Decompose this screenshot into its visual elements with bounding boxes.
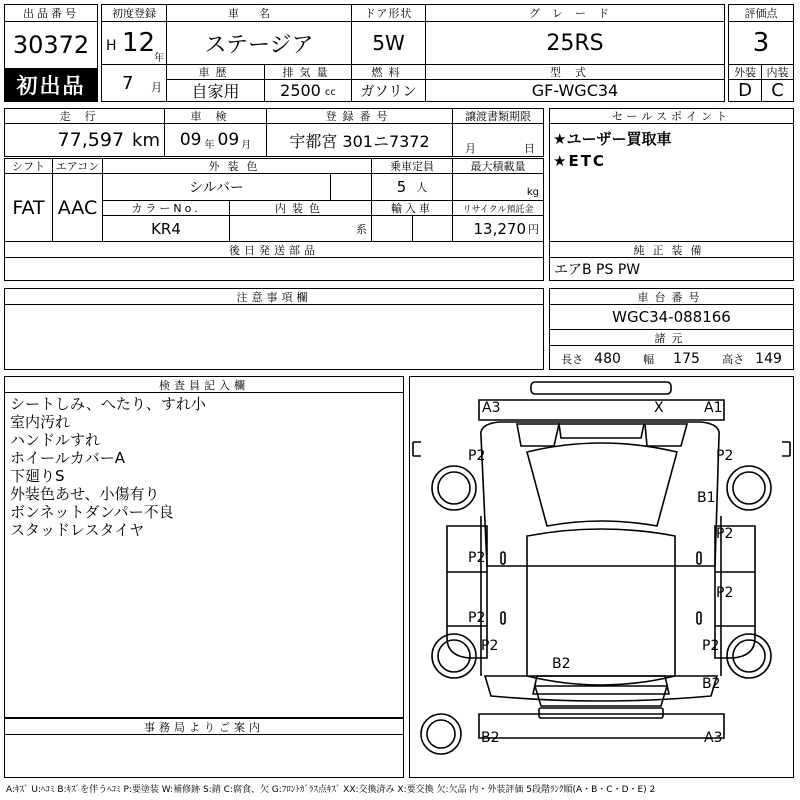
inspection-cell <box>164 123 267 157</box>
length-group <box>561 348 621 367</box>
color-label: 外装色 <box>102 158 372 174</box>
mileage-unit: km <box>132 129 160 151</box>
score-label: 評価点 <box>728 4 794 22</box>
lot-number: 30372 <box>4 21 98 69</box>
fuel-label: 燃料 <box>351 64 426 80</box>
top-section <box>4 4 794 104</box>
grade: 25RS <box>425 21 725 65</box>
mark-p2-l2: P2 <box>468 610 486 626</box>
reg-month: 7 <box>122 73 134 94</box>
ac-label: エアコン <box>52 158 103 174</box>
transfer-label: 譲渡書類期限 <box>452 108 544 124</box>
note-line: 室内汚れ <box>10 413 71 431</box>
office-label: 事務局よりご案内 <box>4 718 404 735</box>
ac: AAC <box>52 173 103 242</box>
later-parts-area <box>4 257 544 281</box>
year-unit: 年 <box>154 53 164 64</box>
interior-unit: 系 <box>356 222 367 236</box>
mark-x-top: X <box>654 400 664 416</box>
capacity: 5 <box>396 178 407 196</box>
height-label: 高さ <box>722 353 745 366</box>
import-label: 輸入車 <box>371 200 453 216</box>
mark-b2-bottom: B2 <box>481 730 500 746</box>
note-line: ボンネットダンパー不良 <box>10 503 174 521</box>
lot-label: 出品番号 <box>4 4 98 22</box>
displacement: 2500 <box>280 81 321 100</box>
equipment-label: 純正装備 <box>549 241 794 258</box>
sales-point-2: ★ETC <box>553 152 606 170</box>
plate-label: 登録番号 <box>266 108 453 124</box>
load-unit: kg <box>526 187 539 198</box>
inspection-label: 車検 <box>164 108 267 124</box>
disp-cell <box>264 79 352 102</box>
width-label: 幅 <box>643 353 655 366</box>
chassis-label: 車台番号 <box>549 288 794 305</box>
shift-label: シフト <box>4 158 53 174</box>
recycle-unit: 円 <box>528 222 539 236</box>
era: H <box>106 38 117 54</box>
fuel: ガソリン <box>351 79 426 102</box>
mark-p2-fr: P2 <box>716 448 734 464</box>
width-group <box>643 348 700 367</box>
car-name: ステージア <box>166 21 352 65</box>
car-diagram <box>409 376 794 778</box>
legend: A:ｷｽﾞ U:ﾍｺﾐ B:ｷｽﾞを伴うﾍｺﾐ P:要塗装 W:補修跡 S:錆 C:腐食、欠 G:ﾌﾛﾝﾄｶﾞﾗｽ点ｷｽﾞ XX:交換済み X:要交換 欠:欠品 内・外装評価 5段階ﾗﾝｸ順(A・B・C・D・E) 2 <box>6 785 656 795</box>
color-spare <box>330 173 372 201</box>
recycle-cell <box>452 215 544 242</box>
month-unit: 月 <box>151 81 162 94</box>
load-cell <box>452 173 544 201</box>
note-line: スタッドレスタイヤ <box>10 521 145 539</box>
capacity-cell <box>371 173 453 201</box>
int-grade: C <box>761 79 794 102</box>
office-area <box>4 734 404 778</box>
mark-p2-rl: P2 <box>481 638 499 654</box>
capacity-unit: 人 <box>416 181 428 194</box>
sales-point-1: ★ユーザー買取車 <box>553 130 672 148</box>
model: GF-WGC34 <box>425 79 725 102</box>
disp-unit: cc <box>324 87 336 98</box>
mileage-label: 走行 <box>4 108 165 124</box>
note-line: シートしみ、へたり、すれ小 <box>10 395 206 413</box>
note-line: 外装色あせ、小傷有り <box>10 485 160 503</box>
inspector-notes <box>10 395 206 539</box>
history: 自家用 <box>166 79 265 102</box>
load-label: 最大積載量 <box>452 158 544 174</box>
sales-point-label: セールスポイント <box>549 108 794 124</box>
reg-year-cell <box>101 21 167 65</box>
mark-a3-top: A3 <box>482 400 501 416</box>
transfer-month: 月 <box>465 142 476 155</box>
equipment: エアB PS PW <box>549 257 794 281</box>
recycle: 13,270 <box>473 219 526 238</box>
car-name-label: 車名 <box>166 4 352 22</box>
disp-label: 排気量 <box>264 64 352 80</box>
spec-label: 諸元 <box>549 329 794 346</box>
mark-a1-top: A1 <box>704 400 723 416</box>
caution-area <box>4 304 544 370</box>
door-type: 5W <box>351 21 426 65</box>
inspector-label: 検査員記入欄 <box>4 376 404 393</box>
note-line: ホイールカバーA <box>10 449 125 467</box>
interior-label: 内装色 <box>229 200 372 216</box>
capacity-label: 乗車定員 <box>371 158 453 174</box>
model-label: 型式 <box>425 64 725 80</box>
mark-a3-bottom: A3 <box>704 730 723 746</box>
plate: 宇都宮 301ニ7372 <box>266 123 453 157</box>
width: 175 <box>673 351 700 367</box>
transfer-cell <box>452 123 544 157</box>
door-label: ドア形状 <box>351 4 426 22</box>
length: 480 <box>594 351 621 367</box>
mark-b2-rr: B2 <box>702 676 721 692</box>
insp-month-unit: 月 <box>241 139 252 151</box>
grade-label: グレード <box>425 4 725 22</box>
colorno-label: カラーNo. <box>102 200 230 216</box>
int-label: 内装 <box>761 64 794 80</box>
mark-b2-mid: B2 <box>552 656 571 672</box>
colorno: KR4 <box>102 215 230 242</box>
transfer-day: 日 <box>524 142 535 155</box>
shift: FAT <box>4 173 53 242</box>
caution-label: 注意事項欄 <box>4 288 544 305</box>
mark-p2-r2: P2 <box>716 585 734 601</box>
length-label: 長さ <box>561 353 584 366</box>
first-reg-label: 初度登録 <box>101 4 167 22</box>
ext-grade: D <box>728 79 762 102</box>
height-group <box>722 348 782 367</box>
reg-month-cell <box>101 64 167 102</box>
mileage: 77,597 <box>57 129 125 151</box>
import-cell-b <box>412 215 453 242</box>
recycle-label: リサイクル預託金 <box>452 200 544 216</box>
mark-b1-r: B1 <box>697 490 716 506</box>
height: 149 <box>755 351 782 367</box>
mileage-cell <box>4 123 165 157</box>
interior-cell <box>229 215 372 242</box>
color: シルバー <box>102 173 331 201</box>
chassis-number: WGC34-088166 <box>549 304 794 330</box>
insp-year-unit: 年 <box>204 139 215 151</box>
later-parts-label: 後日発送部品 <box>4 241 544 258</box>
mark-p2-rr: P2 <box>702 638 720 654</box>
insp-year: 09 <box>179 130 202 150</box>
first-listing-badge: 初出品 <box>4 68 98 102</box>
insp-month: 09 <box>217 130 240 150</box>
mark-p2-l1: P2 <box>468 550 486 566</box>
mark-p2-fl: P2 <box>468 448 486 464</box>
score: 3 <box>728 21 794 65</box>
ext-label: 外装 <box>728 64 762 80</box>
dims-row <box>549 345 794 370</box>
reg-year: 12 <box>122 28 156 58</box>
mark-p2-r1: P2 <box>716 526 734 542</box>
import-cell-a <box>371 215 413 242</box>
note-line: 下廻りS <box>10 467 65 485</box>
history-label: 車歴 <box>166 64 265 80</box>
note-line: ハンドルすれ <box>10 431 101 449</box>
